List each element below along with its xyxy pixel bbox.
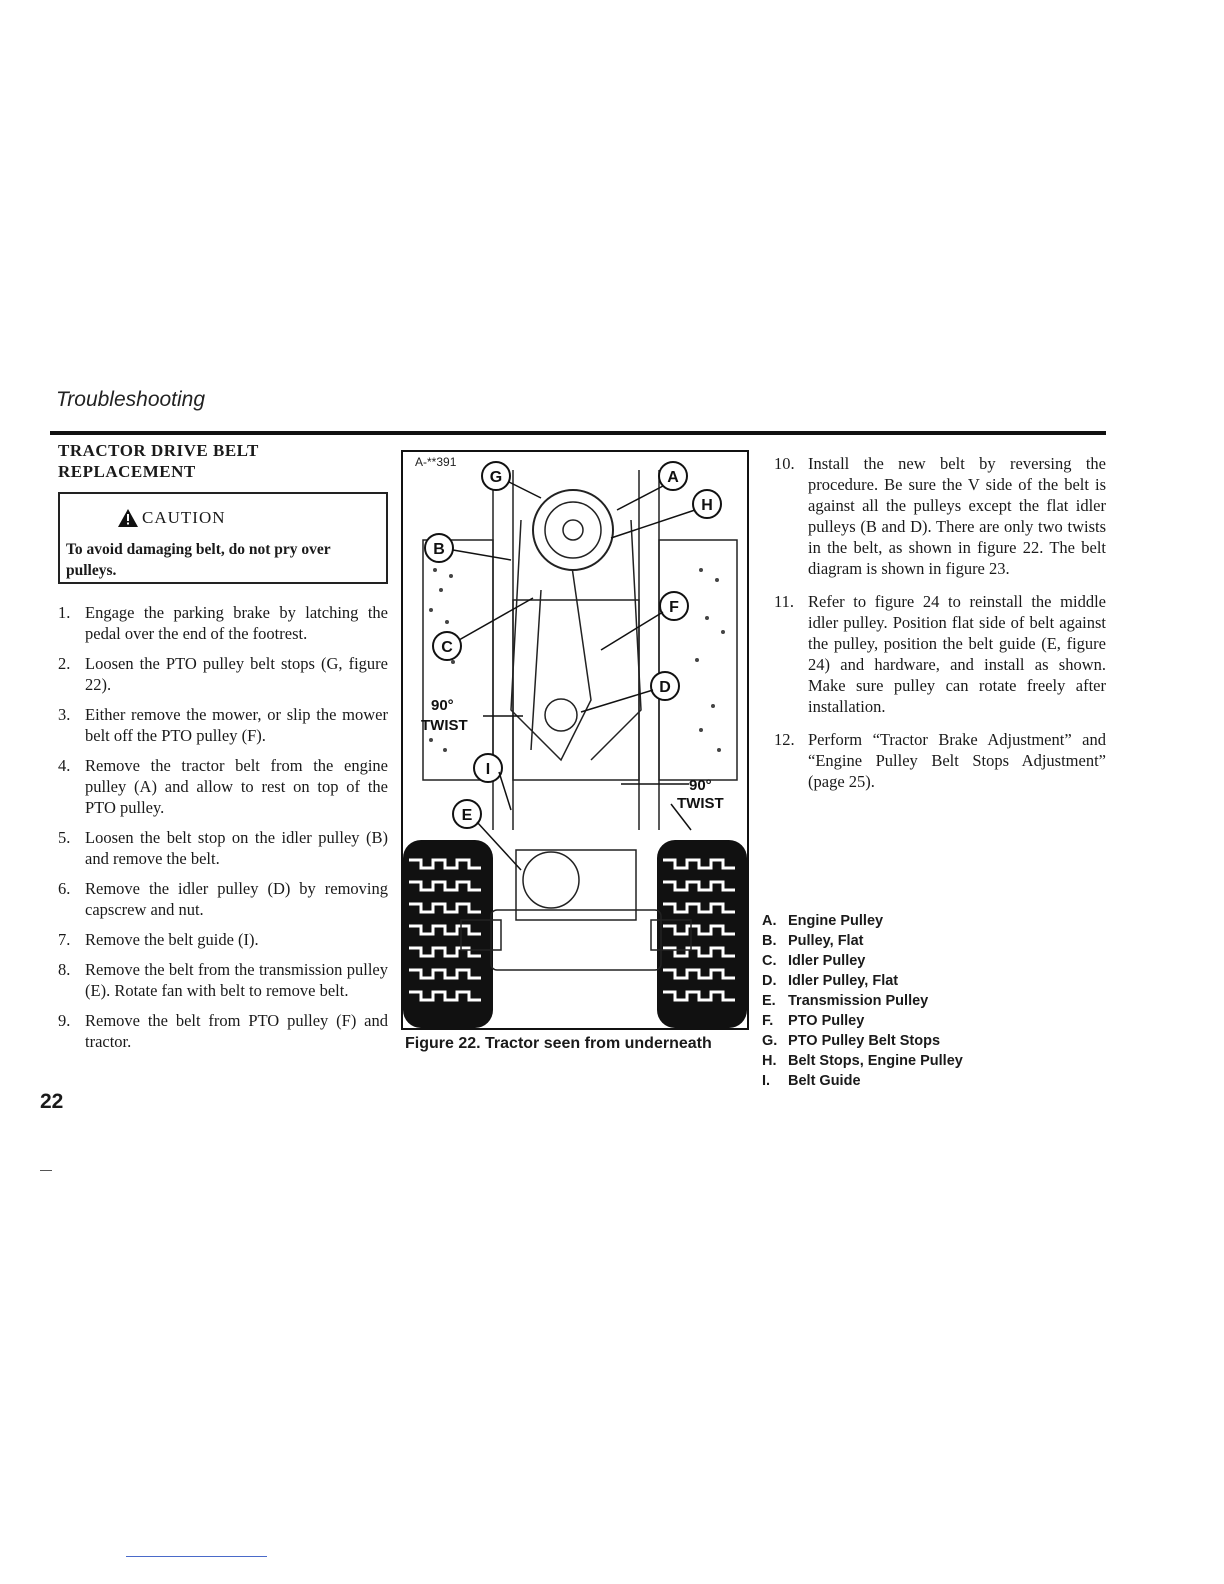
twist-left-label: TWIST: [421, 717, 468, 734]
figure-id: A-**391: [415, 455, 457, 469]
legend-item: D. Idler Pulley, Flat: [762, 973, 899, 989]
warning-icon: [118, 509, 138, 527]
step-text: Remove the idler pulley (D) by removing capscrew and nut.: [85, 879, 388, 919]
caution-label: CAUTION: [142, 508, 226, 527]
svg-text:H: H: [701, 497, 713, 514]
callout-d: [651, 672, 679, 700]
svg-text:C: C: [441, 639, 453, 656]
twist-right-label: TWIST: [677, 795, 724, 812]
svg-text:I: I: [485, 761, 491, 778]
twist-right-angle: 90°: [689, 777, 712, 794]
left-tire: [403, 840, 493, 1028]
step-4: 4. Remove the tractor belt from the engine pulley (A) and allow to rest on top of the PTO pulley.: [58, 756, 388, 817]
step-8: 8. Remove the belt from the transmission pulley (E). Rotate fan with belt to remove belt.: [58, 960, 388, 1000]
step-11: 11. Refer to figure 24 to reinstall the middle idler pulley. Position flat side of belt against the pulley, position the belt guide (E, figure 24) and hardware, and install as shown. Make sure pulley can rotate freely after installation.: [774, 592, 1106, 716]
steps-right: [774, 453, 1106, 804]
figure-caption: Figure 22. Tractor seen from underneath: [405, 1035, 712, 1052]
legend-item: C. Idler Pulley: [762, 953, 866, 969]
legend-item: I. Belt Guide: [762, 1073, 861, 1089]
step-6: 6. Remove the idler pulley (D) by removing capscrew and nut.: [58, 879, 388, 919]
svg-text:E: E: [461, 807, 473, 824]
caution-text: To avoid damaging belt, do not pry over pulleys.: [66, 541, 331, 579]
legend-item: H. Belt Stops, Engine Pulley: [762, 1053, 963, 1069]
tractor-figure: [401, 450, 749, 1030]
svg-text:G: G: [489, 469, 503, 486]
step-1: 1. Engage the parking brake by latching the pedal over the end of the footrest.: [58, 603, 388, 643]
legend-item: B. Pulley, Flat: [762, 933, 864, 949]
step-2: 2. Loosen the PTO pulley belt stops (G, figure 22).: [58, 654, 388, 694]
step-text: Perform “Tractor Brake Adjustment” and “Engine Pulley Belt Stops Adjustment” (page 25).: [808, 730, 1106, 791]
step-text: Remove the tractor belt from the engine pulley (A) and allow to rest on top of the PTO pulley.: [85, 756, 388, 817]
title-line-1: TRACTOR DRIVE BELT: [58, 441, 259, 460]
callout-a: [659, 462, 687, 490]
svg-text:D: D: [659, 679, 671, 696]
section-title: [58, 440, 388, 482]
svg-text:F: F: [669, 599, 679, 616]
callout-g: [482, 462, 510, 490]
step-text: Either remove the mower, or slip the mower belt off the PTO pulley (F).: [85, 705, 388, 745]
step-7: 7. Remove the belt guide (I).: [58, 929, 388, 950]
step-text: Remove the belt from PTO pulley (F) and tractor.: [85, 1011, 388, 1051]
step-text: Loosen the belt stop on the idler pulley (B) and remove the belt.: [85, 828, 388, 868]
step-9: 9. Remove the belt from PTO pulley (F) and tractor.: [58, 1011, 388, 1051]
callout-f: [660, 592, 688, 620]
callout-i: [474, 754, 502, 782]
figure-legend: [762, 911, 963, 1091]
caution-heading: [118, 508, 226, 528]
callout-h: [693, 490, 721, 518]
step-text: Refer to figure 24 to reinstall the middle idler pulley. Position flat side of belt against the pulley, position the belt guide (E, figure 24) and hardware, and install as shown. Make sure pulley can rotate freely after installation.: [808, 592, 1106, 716]
step-text: Engage the parking brake by latching the pedal over the end of the footrest.: [85, 603, 388, 643]
step-12: 12. Perform “Tractor Brake Adjustment” and “Engine Pulley Belt Stops Adjustment” (page 25).: [774, 730, 1106, 791]
callout-e: [453, 800, 481, 828]
legend-item: E. Transmission Pulley: [762, 993, 929, 1009]
twist-left-angle: 90°: [431, 697, 454, 714]
step-text: Remove the belt from the transmission pulley (E). Rotate fan with belt to remove belt.: [85, 960, 388, 1000]
svg-text:B: B: [433, 541, 445, 558]
header-rule: [50, 431, 1106, 435]
callout-c: [433, 632, 461, 660]
scan-mark: [40, 1170, 52, 1171]
section-header: Troubleshooting: [56, 388, 206, 411]
step-text: Remove the belt guide (I).: [85, 930, 259, 949]
bottom-rule: [126, 1556, 267, 1557]
callout-b: [425, 534, 453, 562]
page-number: 22: [40, 1090, 64, 1113]
step-3: 3. Either remove the mower, or slip the mower belt off the PTO pulley (F).: [58, 705, 388, 745]
title-line-2: REPLACEMENT: [58, 462, 196, 481]
legend-item: G. PTO Pulley Belt Stops: [762, 1033, 941, 1049]
legend-item: A. Engine Pulley: [762, 913, 884, 929]
step-10: 10. Install the new belt by reversing the procedure. Be sure the V side of the belt is against all the pulleys except the flat idler pulleys (B and D). There are only two twists in the belt, as shown in figure 22. The belt diagram is shown in figure 23.: [774, 454, 1106, 578]
svg-text:A: A: [667, 469, 679, 486]
step-text: Install the new belt by reversing the procedure. Be sure the V side of the belt is against all the pulleys except the flat idler pulleys (B and D). There are only two twists in the belt, as shown in figure 22. The belt diagram is shown in figure 23.: [808, 454, 1106, 578]
step-text: Loosen the PTO pulley belt stops (G, figure 22).: [85, 654, 388, 694]
step-5: 5. Loosen the belt stop on the idler pulley (B) and remove the belt.: [58, 828, 388, 868]
steps-left: [58, 602, 388, 1061]
right-tire: [657, 840, 747, 1028]
legend-item: F. PTO Pulley: [762, 1013, 865, 1029]
